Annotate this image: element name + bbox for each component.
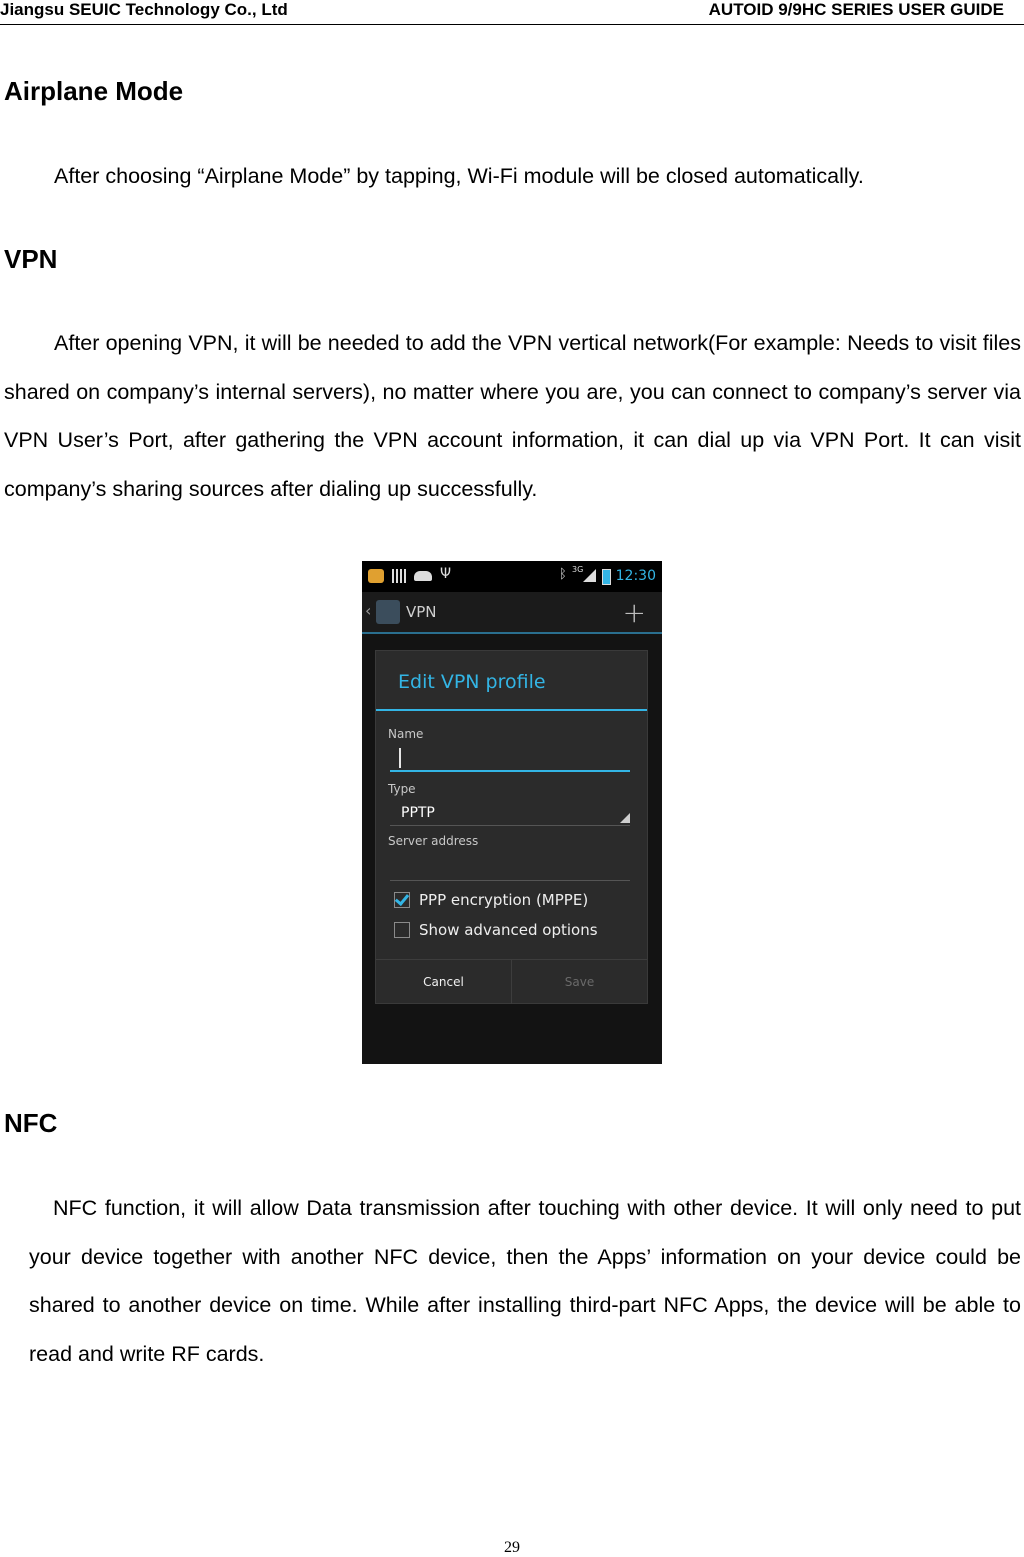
page-header	[0, 0, 1024, 25]
advanced-options-label: Show advanced options	[419, 921, 598, 939]
type-label: Type	[388, 782, 416, 796]
barcode-icon	[392, 569, 406, 583]
action-bar	[362, 592, 662, 634]
checkbox-checked-icon	[394, 892, 410, 908]
network-type-label: 3G	[572, 565, 584, 574]
type-value: PPTP	[401, 805, 435, 821]
status-bar	[362, 561, 662, 592]
airplane-mode-heading: Airplane Mode	[4, 76, 184, 106]
server-address-label: Server address	[388, 834, 479, 848]
name-input[interactable]	[390, 748, 630, 772]
advanced-options-checkbox[interactable]	[394, 921, 598, 939]
header-guide-title: AUTOID 9/9HC SERIES USER GUIDE	[708, 0, 1004, 19]
action-bar-title: VPN	[406, 603, 437, 621]
dialog-button-row	[376, 959, 647, 1004]
settings-app-icon[interactable]	[376, 600, 400, 624]
add-vpn-icon[interactable]: +	[622, 596, 646, 629]
save-button[interactable]: Save	[564, 975, 595, 989]
back-chevron-icon[interactable]: ‹	[365, 601, 372, 620]
ppp-encryption-checkbox[interactable]	[394, 891, 588, 909]
page-number: 29	[504, 1539, 520, 1556]
bluetooth-icon: ᛒ	[559, 567, 567, 582]
airplane-mode-paragraph: After choosing “Airplane Mode” by tapping, Wi-Fi module will be closed automatically.	[54, 164, 864, 188]
app-notification-icon	[368, 569, 384, 583]
vpn-screenshot	[362, 561, 662, 1064]
status-time: 12:30	[615, 568, 656, 584]
nfc-heading: NFC	[4, 1108, 58, 1138]
edit-vpn-dialog	[375, 650, 648, 1004]
dialog-title-divider	[376, 709, 647, 711]
android-debug-icon	[414, 571, 432, 581]
vpn-heading: VPN	[4, 244, 58, 274]
text-cursor	[399, 748, 401, 768]
header-company: Jiangsu SEUIC Technology Co., Ltd	[0, 0, 288, 19]
nfc-paragraph: NFC function, it will allow Data transmission after touching with other device. It will only need to put your device together with another NFC device, then the Apps’ information on your device could be shared to another device on time. While after installing third-part NFC Apps, the device will be able to read and write RF cards.	[29, 1196, 1021, 1366]
server-address-input[interactable]	[390, 858, 630, 881]
signal-icon	[583, 569, 596, 582]
dialog-title: Edit VPN profile	[398, 671, 546, 693]
battery-icon	[602, 569, 611, 585]
checkbox-unchecked-icon	[394, 922, 410, 938]
vpn-paragraph: After opening VPN, it will be needed to add the VPN vertical network(For example: Needs to visit files shared on company’s internal servers), no matter where you are, you can connect to company’s server via VPN User’s Port, after gathering the VPN account information, it can dial up via VPN Port. It can visit company’s sharing sources after dialing up successfully.	[4, 331, 1021, 501]
name-label: Name	[388, 727, 424, 741]
cancel-button[interactable]: Cancel	[376, 960, 512, 1004]
dropdown-arrow-icon	[620, 813, 630, 823]
ppp-encryption-label: PPP encryption (MPPE)	[419, 891, 589, 909]
type-select[interactable]	[390, 803, 630, 826]
usb-icon: Ψ	[440, 566, 452, 582]
